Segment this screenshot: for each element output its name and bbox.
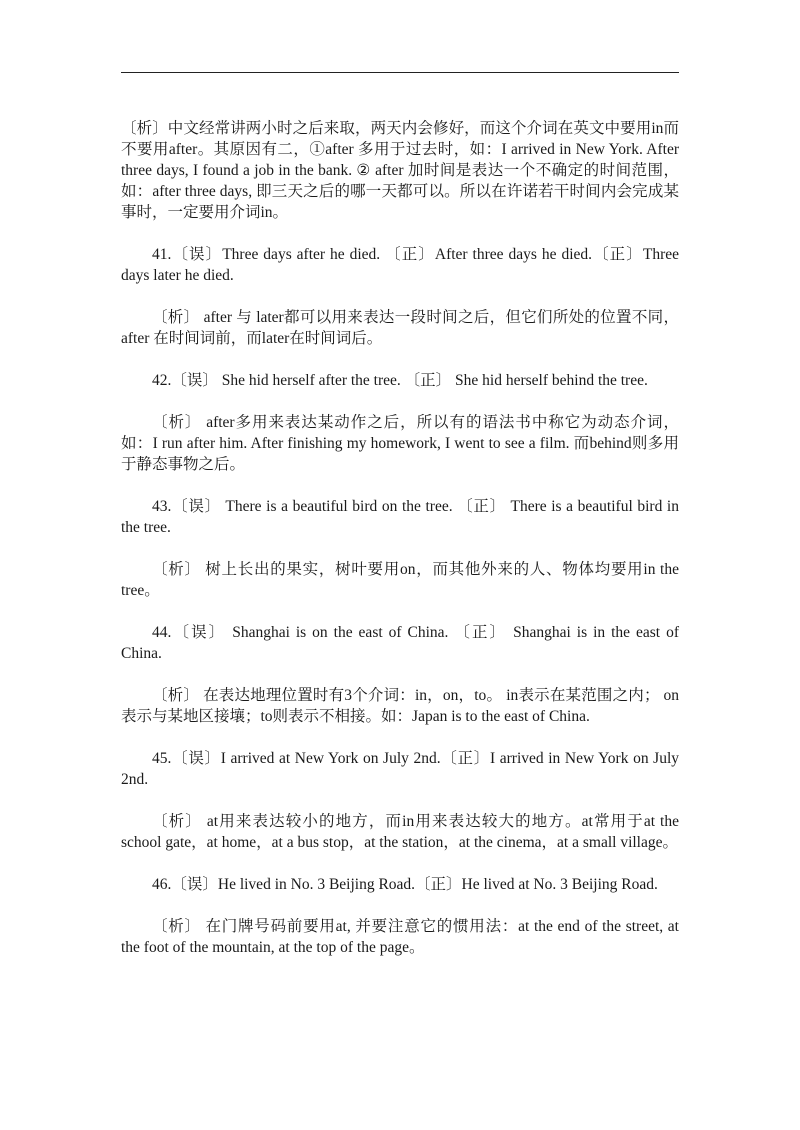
item-43-paragraph: 43.〔误〕 There is a beautiful bird on the tree. 〔正〕 There is a beautiful bird in the tree. [121, 498, 679, 536]
analysis-43-paragraph: 〔析〕 树上长出的果实，树叶要用on，而其他外来的人、物体均要用in the tree。 [121, 561, 679, 599]
intro-analysis-paragraph: 〔析〕中文经常讲两小时之后来取，两天内会修好，而这个介词在英文中要用in而不要用after。其原因有二，①after 多用于过去时，如：I arrived in New York. After three days, I found a job in the bank. ② after 加时间是表达一个不确定的时间范围，如：after three days, 即三天之后的哪一天都可以。所以在许诺若干时间内会完成某事时，一定要用介词in。 [121, 120, 679, 221]
header-rule [121, 72, 679, 73]
item-45-paragraph: 45.〔误〕I arrived at New York on July 2nd.〔正〕I arrived in New York on July 2nd. [121, 750, 679, 788]
analysis-46-paragraph: 〔析〕 在门牌号码前要用at, 并要注意它的惯用法：at the end of the street, at the foot of the mountain, at the top of the page。 [121, 918, 679, 956]
item-42-paragraph: 42.〔误〕 She hid herself after the tree. 〔正〕 She hid herself behind the tree. [152, 372, 648, 389]
item-44-paragraph: 44.〔误〕 Shanghai is on the east of China. 〔正〕 Shanghai is in the east of China. [121, 624, 679, 662]
analysis-44-paragraph: 〔析〕 在表达地理位置时有3个介词：in，on，to。 in表示在某范围之内； on 表示与某地区接壤；to则表示不相接。如：Japan is to the east of China. [121, 687, 679, 725]
analysis-41-paragraph: 〔析〕 after 与 later都可以用来表达一段时间之后，但它们所处的位置不同，after 在时间词前，而later在时间词后。 [121, 309, 679, 347]
document-body [121, 118, 679, 979]
analysis-45-paragraph: 〔析〕 at用来表达较小的地方，而in用来表达较大的地方。at常用于at the school gate，at home，at a bus stop，at the station，at the cinema，at a small village。 [121, 813, 679, 851]
item-41-paragraph: 41.〔误〕Three days after he died. 〔正〕After three days he died.〔正〕Three days later he died. [121, 246, 679, 284]
analysis-42-paragraph: 〔析〕 after多用来表达某动作之后，所以有的语法书中称它为动态介词，如：I run after him. After finishing my homework, I went to see a film. 而behind则多用于静态事物之后。 [121, 414, 679, 473]
item-46-paragraph: 46.〔误〕He lived in No. 3 Beijing Road.〔正〕He lived at No. 3 Beijing Road. [152, 876, 658, 893]
